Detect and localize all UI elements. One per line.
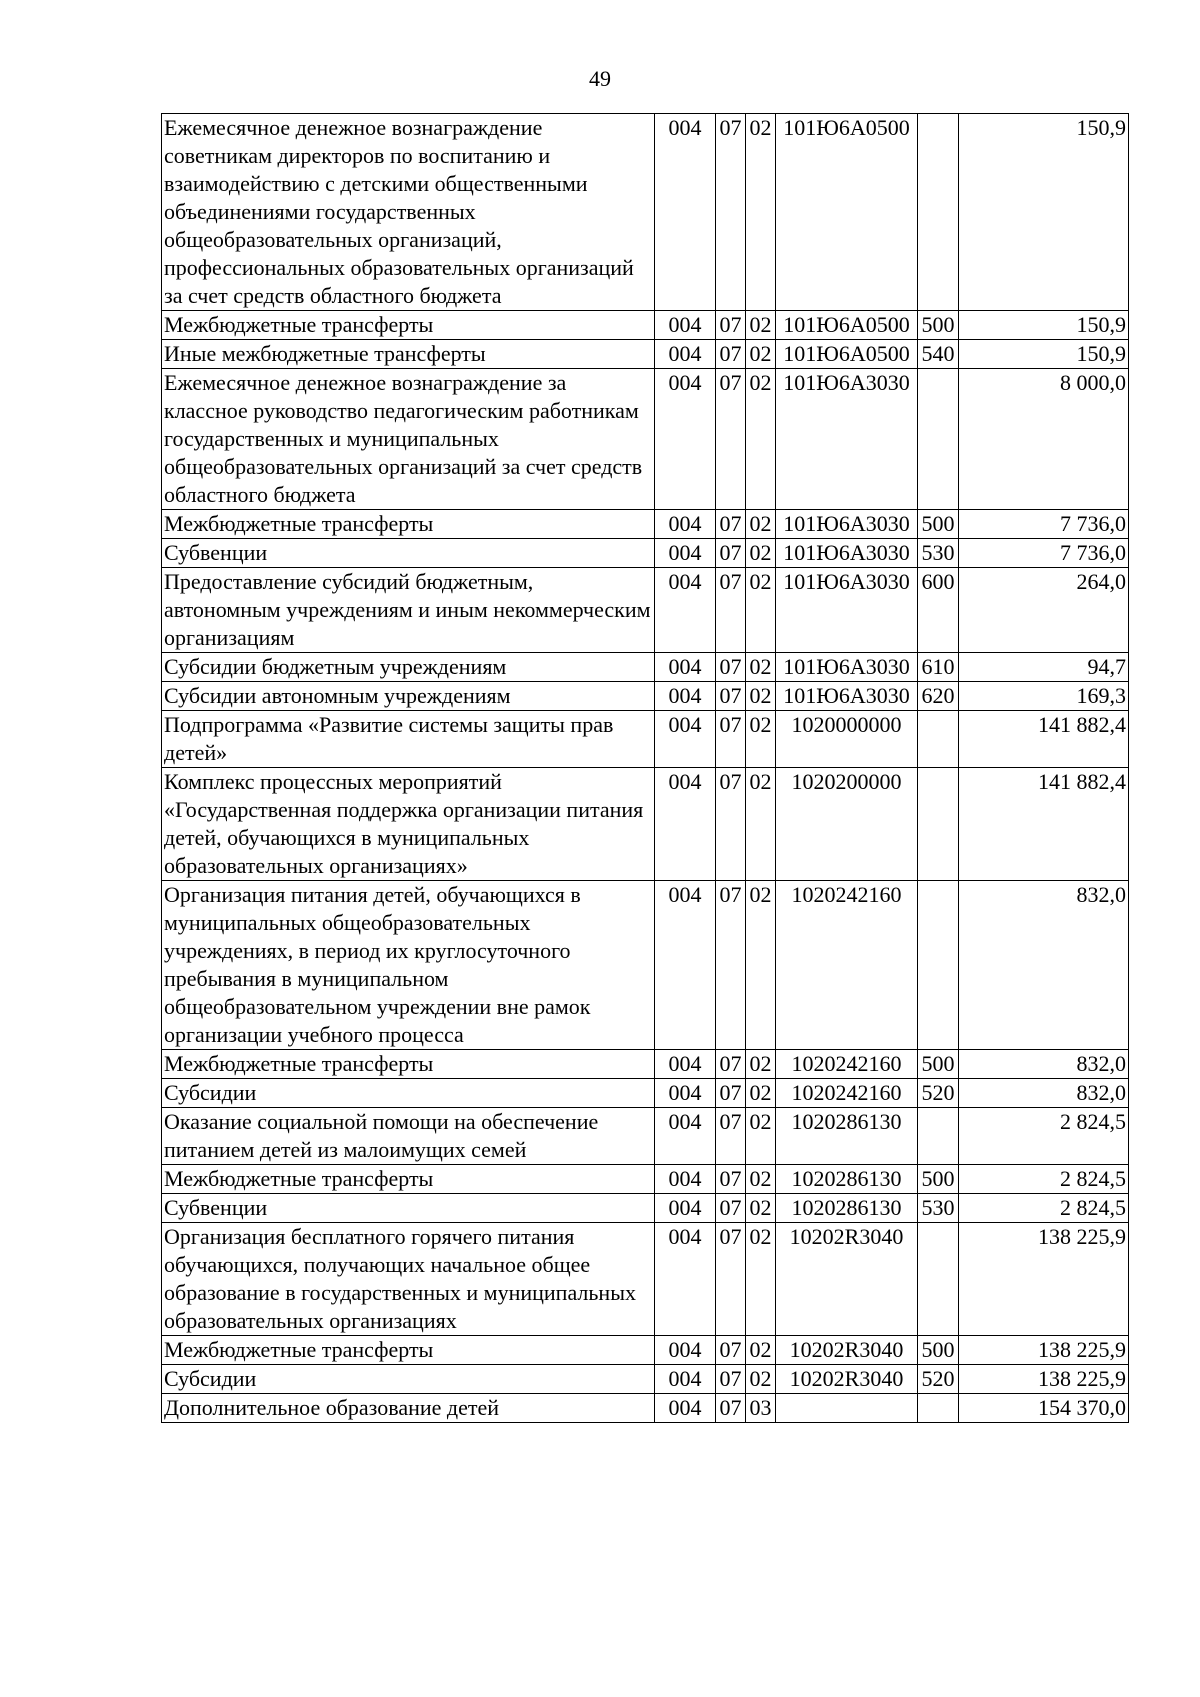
- expense-type-cell: [918, 1394, 959, 1423]
- expenditure-name-cell: Субвенции: [162, 539, 655, 568]
- amount-cell: 138 225,9: [959, 1223, 1129, 1336]
- amount-cell: 169,3: [959, 682, 1129, 711]
- target-article-cell: 1020242160: [776, 1079, 918, 1108]
- target-article-cell: 101Ю6А0500: [776, 311, 918, 340]
- table-row: [162, 510, 1129, 539]
- target-article-cell: 1020242160: [776, 1050, 918, 1079]
- section-code-cell: 07: [716, 311, 746, 340]
- subsection-code-cell: 02: [746, 768, 776, 881]
- expenditure-name-cell: Оказание социальной помощи на обеспечение питанием детей из малоимущих семей: [162, 1108, 655, 1165]
- section-code-cell: 07: [716, 340, 746, 369]
- section-code-cell: 07: [716, 1394, 746, 1423]
- section-code-cell: 07: [716, 539, 746, 568]
- amount-cell: 832,0: [959, 881, 1129, 1050]
- amount-cell: 2 824,5: [959, 1194, 1129, 1223]
- expenditure-name-cell: Межбюджетные трансферты: [162, 311, 655, 340]
- administrator-code-cell: 004: [655, 1365, 716, 1394]
- subsection-code-cell: 02: [746, 1223, 776, 1336]
- section-code-cell: 07: [716, 768, 746, 881]
- subsection-code-cell: 02: [746, 1050, 776, 1079]
- target-article-cell: 101Ю6А3030: [776, 510, 918, 539]
- subsection-code-cell: 02: [746, 369, 776, 510]
- expenditure-name-cell: Предоставление субсидий бюджетным, автономным учреждениям и иным некоммерческим организациям: [162, 568, 655, 653]
- target-article-cell: 1020242160: [776, 881, 918, 1050]
- target-article-cell: 1020200000: [776, 768, 918, 881]
- expense-type-cell: [918, 369, 959, 510]
- expense-type-cell: 530: [918, 539, 959, 568]
- table-row: [162, 768, 1129, 881]
- section-code-cell: 07: [716, 1050, 746, 1079]
- amount-cell: 150,9: [959, 114, 1129, 311]
- expense-type-cell: [918, 711, 959, 768]
- table-row: [162, 1108, 1129, 1165]
- section-code-cell: 07: [716, 1108, 746, 1165]
- target-article-cell: 10202R3040: [776, 1365, 918, 1394]
- table-row: [162, 539, 1129, 568]
- amount-cell: 832,0: [959, 1079, 1129, 1108]
- subsection-code-cell: 02: [746, 568, 776, 653]
- administrator-code-cell: 004: [655, 1050, 716, 1079]
- expenditure-name-cell: Иные межбюджетные трансферты: [162, 340, 655, 369]
- subsection-code-cell: 02: [746, 1165, 776, 1194]
- target-article-cell: 1020000000: [776, 711, 918, 768]
- table-row: [162, 1050, 1129, 1079]
- subsection-code-cell: 02: [746, 340, 776, 369]
- section-code-cell: 07: [716, 1336, 746, 1365]
- expense-type-cell: [918, 768, 959, 881]
- table-row: [162, 682, 1129, 711]
- amount-cell: 2 824,5: [959, 1108, 1129, 1165]
- administrator-code-cell: 004: [655, 711, 716, 768]
- amount-cell: 150,9: [959, 340, 1129, 369]
- subsection-code-cell: 02: [746, 1336, 776, 1365]
- target-article-cell: 101Ю6А3030: [776, 568, 918, 653]
- expenditure-name-cell: Субвенции: [162, 1194, 655, 1223]
- table-row: [162, 311, 1129, 340]
- amount-cell: 7 736,0: [959, 539, 1129, 568]
- section-code-cell: 07: [716, 1223, 746, 1336]
- amount-cell: 141 882,4: [959, 768, 1129, 881]
- administrator-code-cell: 004: [655, 114, 716, 311]
- amount-cell: 138 225,9: [959, 1365, 1129, 1394]
- expenditure-name-cell: Субсидии бюджетным учреждениям: [162, 653, 655, 682]
- page-number: 49: [589, 66, 611, 91]
- table-row: [162, 1336, 1129, 1365]
- section-code-cell: 07: [716, 881, 746, 1050]
- expenditure-name-cell: Межбюджетные трансферты: [162, 510, 655, 539]
- administrator-code-cell: 004: [655, 653, 716, 682]
- target-article-cell: 1020286130: [776, 1108, 918, 1165]
- administrator-code-cell: 004: [655, 1194, 716, 1223]
- table-row: [162, 1079, 1129, 1108]
- subsection-code-cell: 02: [746, 653, 776, 682]
- subsection-code-cell: 02: [746, 1365, 776, 1394]
- table-row: [162, 114, 1129, 311]
- administrator-code-cell: 004: [655, 311, 716, 340]
- expenditure-name-cell: Субсидии: [162, 1365, 655, 1394]
- expenditure-name-cell: Ежемесячное денежное вознаграждение за классное руководство педагогическим работникам государственных и муниципальных общеобразовательных организаций за счет средств областного бюджета: [162, 369, 655, 510]
- section-code-cell: 07: [716, 510, 746, 539]
- administrator-code-cell: 004: [655, 1165, 716, 1194]
- table-row: [162, 369, 1129, 510]
- subsection-code-cell: 02: [746, 1079, 776, 1108]
- subsection-code-cell: 02: [746, 311, 776, 340]
- table-row: [162, 568, 1129, 653]
- administrator-code-cell: 004: [655, 881, 716, 1050]
- administrator-code-cell: 004: [655, 682, 716, 711]
- expenditure-name-cell: Субсидии автономным учреждениям: [162, 682, 655, 711]
- section-code-cell: 07: [716, 369, 746, 510]
- target-article-cell: 101Ю6А3030: [776, 682, 918, 711]
- expenditure-name-cell: Межбюджетные трансферты: [162, 1336, 655, 1365]
- target-article-cell: 1020286130: [776, 1165, 918, 1194]
- section-code-cell: 07: [716, 711, 746, 768]
- target-article-cell: 101Ю6А3030: [776, 369, 918, 510]
- expenditure-name-cell: Дополнительное образование детей: [162, 1394, 655, 1423]
- subsection-code-cell: 02: [746, 881, 776, 1050]
- section-code-cell: 07: [716, 1079, 746, 1108]
- expenditure-name-cell: Организация бесплатного горячего питания обучающихся, получающих начальное общее образование в государственных и муниципальных образовательных организациях: [162, 1223, 655, 1336]
- subsection-code-cell: 02: [746, 114, 776, 311]
- subsection-code-cell: 02: [746, 682, 776, 711]
- amount-cell: 94,7: [959, 653, 1129, 682]
- table-row: [162, 1194, 1129, 1223]
- target-article-cell: 101Ю6А3030: [776, 653, 918, 682]
- target-article-cell: 10202R3040: [776, 1336, 918, 1365]
- section-code-cell: 07: [716, 114, 746, 311]
- section-code-cell: 07: [716, 1365, 746, 1394]
- amount-cell: 832,0: [959, 1050, 1129, 1079]
- administrator-code-cell: 004: [655, 1223, 716, 1336]
- target-article-cell: 101Ю6А0500: [776, 114, 918, 311]
- expense-type-cell: 610: [918, 653, 959, 682]
- expense-type-cell: [918, 881, 959, 1050]
- table-row: [162, 1365, 1129, 1394]
- target-article-cell: 10202R3040: [776, 1223, 918, 1336]
- expenditure-name-cell: Межбюджетные трансферты: [162, 1165, 655, 1194]
- expense-type-cell: 500: [918, 1165, 959, 1194]
- expense-type-cell: 540: [918, 340, 959, 369]
- table-row: [162, 1223, 1129, 1336]
- expense-type-cell: 520: [918, 1365, 959, 1394]
- target-article-cell: 101Ю6А3030: [776, 539, 918, 568]
- expenditure-name-cell: Организация питания детей, обучающихся в муниципальных общеобразовательных учреждениях, в период их круглосуточного пребывания в муниципальном общеобразовательном учреждении вне рамок организации учебного процесса: [162, 881, 655, 1050]
- expenditure-name-cell: Ежемесячное денежное вознаграждение советникам директоров по воспитанию и взаимодействию с детскими общественными объединениями государственных общеобразовательных организаций, профессиональных образовательных организаций за счет средств областного бюджета: [162, 114, 655, 311]
- expenditure-name-cell: Субсидии: [162, 1079, 655, 1108]
- expense-type-cell: [918, 1223, 959, 1336]
- expense-type-cell: [918, 114, 959, 311]
- target-article-cell: [776, 1394, 918, 1423]
- subsection-code-cell: 03: [746, 1394, 776, 1423]
- administrator-code-cell: 004: [655, 1108, 716, 1165]
- target-article-cell: 1020286130: [776, 1194, 918, 1223]
- expense-type-cell: 520: [918, 1079, 959, 1108]
- expense-type-cell: 620: [918, 682, 959, 711]
- table-row: [162, 340, 1129, 369]
- table-row: [162, 653, 1129, 682]
- expense-type-cell: 500: [918, 510, 959, 539]
- amount-cell: 138 225,9: [959, 1336, 1129, 1365]
- administrator-code-cell: 004: [655, 768, 716, 881]
- table-body: [162, 114, 1129, 1423]
- expense-type-cell: [918, 1108, 959, 1165]
- administrator-code-cell: 004: [655, 539, 716, 568]
- administrator-code-cell: 004: [655, 369, 716, 510]
- target-article-cell: 101Ю6А0500: [776, 340, 918, 369]
- administrator-code-cell: 004: [655, 1394, 716, 1423]
- table-row: [162, 1165, 1129, 1194]
- budget-table: [161, 113, 1129, 1423]
- subsection-code-cell: 02: [746, 539, 776, 568]
- section-code-cell: 07: [716, 682, 746, 711]
- section-code-cell: 07: [716, 568, 746, 653]
- table-row: [162, 711, 1129, 768]
- amount-cell: 8 000,0: [959, 369, 1129, 510]
- table-row: [162, 881, 1129, 1050]
- amount-cell: 141 882,4: [959, 711, 1129, 768]
- amount-cell: 2 824,5: [959, 1165, 1129, 1194]
- expenditure-name-cell: Комплекс процессных мероприятий «Государственная поддержка организации питания детей, обучающихся в муниципальных образовательных организациях»: [162, 768, 655, 881]
- amount-cell: 150,9: [959, 311, 1129, 340]
- amount-cell: 7 736,0: [959, 510, 1129, 539]
- administrator-code-cell: 004: [655, 510, 716, 539]
- administrator-code-cell: 004: [655, 568, 716, 653]
- subsection-code-cell: 02: [746, 1108, 776, 1165]
- table-row: [162, 1394, 1129, 1423]
- section-code-cell: 07: [716, 1165, 746, 1194]
- subsection-code-cell: 02: [746, 1194, 776, 1223]
- administrator-code-cell: 004: [655, 340, 716, 369]
- expenditure-name-cell: Межбюджетные трансферты: [162, 1050, 655, 1079]
- subsection-code-cell: 02: [746, 711, 776, 768]
- section-code-cell: 07: [716, 653, 746, 682]
- expense-type-cell: 500: [918, 311, 959, 340]
- section-code-cell: 07: [716, 1194, 746, 1223]
- expense-type-cell: 600: [918, 568, 959, 653]
- expense-type-cell: 530: [918, 1194, 959, 1223]
- expenditure-name-cell: Подпрограмма «Развитие системы защиты прав детей»: [162, 711, 655, 768]
- subsection-code-cell: 02: [746, 510, 776, 539]
- expense-type-cell: 500: [918, 1336, 959, 1365]
- amount-cell: 154 370,0: [959, 1394, 1129, 1423]
- amount-cell: 264,0: [959, 568, 1129, 653]
- administrator-code-cell: 004: [655, 1336, 716, 1365]
- expense-type-cell: 500: [918, 1050, 959, 1079]
- administrator-code-cell: 004: [655, 1079, 716, 1108]
